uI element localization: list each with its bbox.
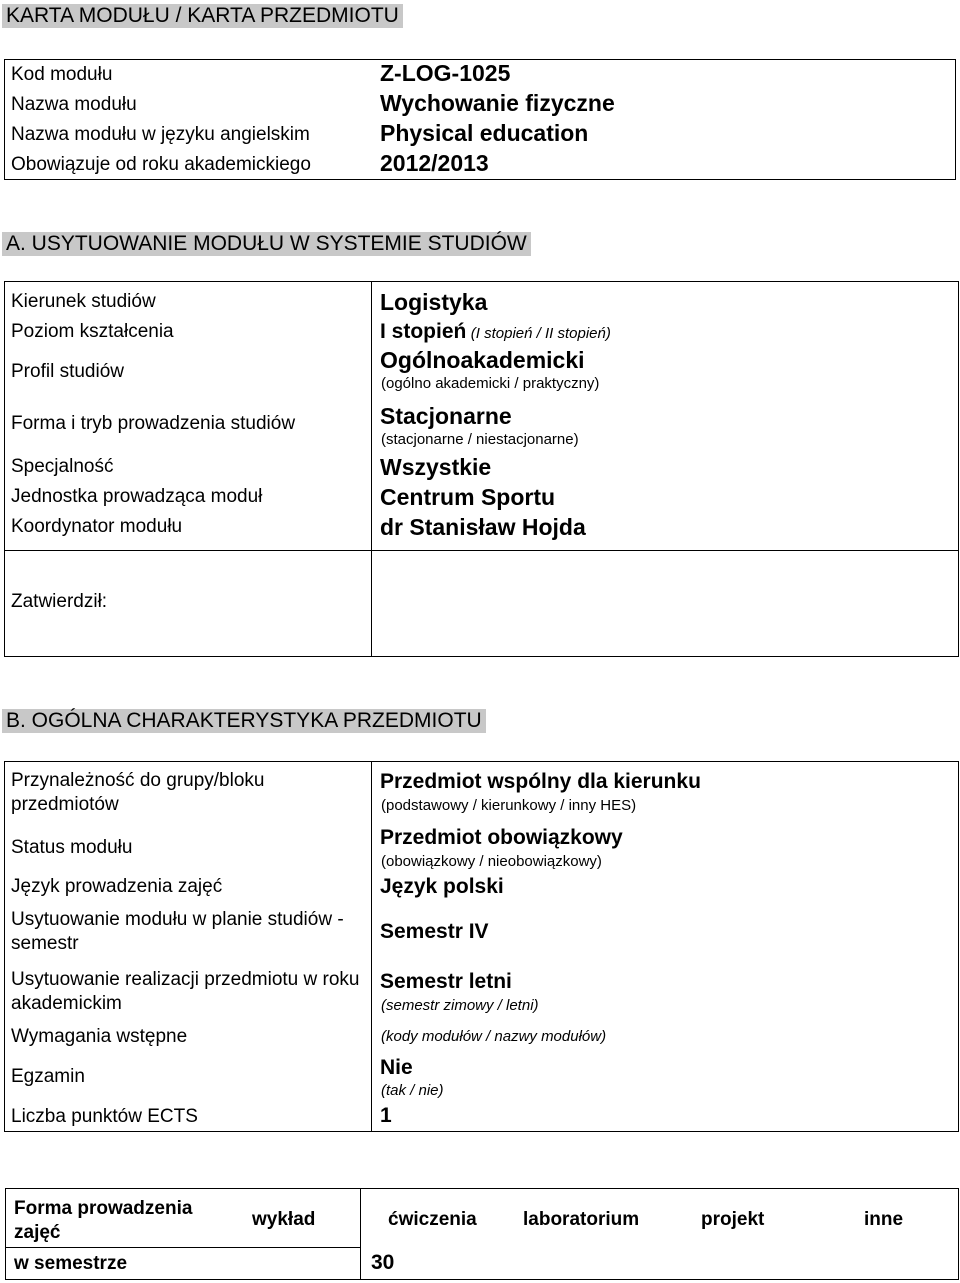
- level-label: Poziom kształcenia: [11, 321, 174, 342]
- study-mode-value: Stacjonarne: [380, 403, 512, 429]
- unit-value: Centrum Sportu: [380, 484, 556, 510]
- field-of-study-value: Logistyka: [380, 289, 488, 315]
- module-code-value: Z-LOG-1025: [380, 60, 511, 86]
- coordinator-label: Koordynator modułu: [11, 516, 183, 537]
- status-label: Status modułu: [11, 837, 133, 858]
- section-b-title: B. OGÓLNA CHARAKTERYSTYKA PRZEDMIOTU: [2, 709, 486, 733]
- exam-hint: (tak / nie): [381, 1082, 444, 1099]
- unit-label: Jednostka prowadząca moduł: [11, 486, 263, 507]
- card-title: KARTA MODUŁU / KARTA PRZEDMIOTU: [2, 4, 403, 28]
- exam-label: Egzamin: [11, 1066, 85, 1087]
- semester-label: Usytuowanie modułu w planie studiów - semestr: [11, 909, 344, 954]
- specialty-label: Specjalność: [11, 456, 114, 477]
- forms-col-lecture: wykład: [252, 1209, 316, 1230]
- forms-table: [5, 1188, 959, 1280]
- forms-row-label: w semestrze: [14, 1253, 128, 1274]
- profile-label: Profil studiów: [11, 361, 124, 382]
- ects-label: Liczba punktów ECTS: [11, 1106, 198, 1127]
- exam-value: Nie: [380, 1056, 413, 1079]
- semester-value: Semestr IV: [380, 920, 489, 943]
- prerequisites-label: Wymagania wstępne: [11, 1026, 188, 1047]
- section-b-box: [4, 761, 959, 1132]
- group-hint: (podstawowy / kierunkowy / inny HES): [381, 797, 637, 814]
- field-of-study-label: Kierunek studiów: [11, 291, 156, 312]
- forms-col-other: inne: [864, 1209, 904, 1230]
- forms-col-exercises: ćwiczenia: [388, 1209, 477, 1230]
- group-label: Przynależność do grupy/bloku przedmiotów: [11, 770, 265, 815]
- ects-value: 1: [380, 1104, 392, 1127]
- level-hint: (I stopień / II stopień): [470, 325, 611, 342]
- group-value: Przedmiot wspólny dla kierunku: [380, 770, 701, 793]
- language-value: Język polski: [380, 875, 504, 898]
- academic-year-hint: (semestr zimowy / letni): [381, 997, 539, 1014]
- forms-table-corner: Forma prowadzenia zajęć: [14, 1198, 193, 1243]
- approved-label: Zatwierdził:: [11, 591, 108, 612]
- language-label: Język prowadzenia zajęć: [11, 876, 223, 897]
- section-a-title: A. USYTUOWANIE MODUŁU W SYSTEMIE STUDIÓW: [2, 232, 531, 256]
- module-info-box: [4, 59, 956, 180]
- prerequisites-hint: (kody modułów / nazwy modułów): [381, 1028, 607, 1045]
- module-code-label: Kod modułu: [11, 64, 113, 85]
- module-name-label: Nazwa modułu: [11, 94, 137, 115]
- forms-col-laboratory: laboratorium: [523, 1209, 640, 1230]
- section-a-box: [4, 281, 959, 657]
- academic-year-value: Semestr letni: [380, 970, 512, 993]
- module-name-en-value: Physical education: [380, 120, 589, 146]
- study-mode-label: Forma i tryb prowadzenia studiów: [11, 413, 296, 434]
- profile-value: Ogólnoakademicki: [380, 347, 585, 373]
- valid-from-label: Obowiązuje od roku akademickiego: [11, 154, 311, 175]
- forms-col-project: projekt: [701, 1209, 765, 1230]
- coordinator-value: dr Stanisław Hojda: [380, 514, 586, 540]
- valid-from-value: 2012/2013: [380, 150, 489, 176]
- module-name-en-label: Nazwa modułu w języku angielskim: [11, 124, 310, 145]
- status-hint: (obowiązkowy / nieobowiązkowy): [381, 853, 602, 870]
- status-value: Przedmiot obowiązkowy: [380, 826, 623, 849]
- module-name-value: Wychowanie fizyczne: [380, 90, 615, 116]
- specialty-value: Wszystkie: [380, 454, 492, 480]
- forms-value-lecture: 30: [371, 1251, 395, 1274]
- level-value: I stopień: [380, 320, 467, 343]
- profile-hint: (ogólno akademicki / praktyczny): [381, 375, 600, 392]
- study-mode-hint: (stacjonarne / niestacjonarne): [381, 431, 579, 448]
- academic-year-label: Usytuowanie realizacji przedmiotu w roku akademickim: [11, 969, 360, 1014]
